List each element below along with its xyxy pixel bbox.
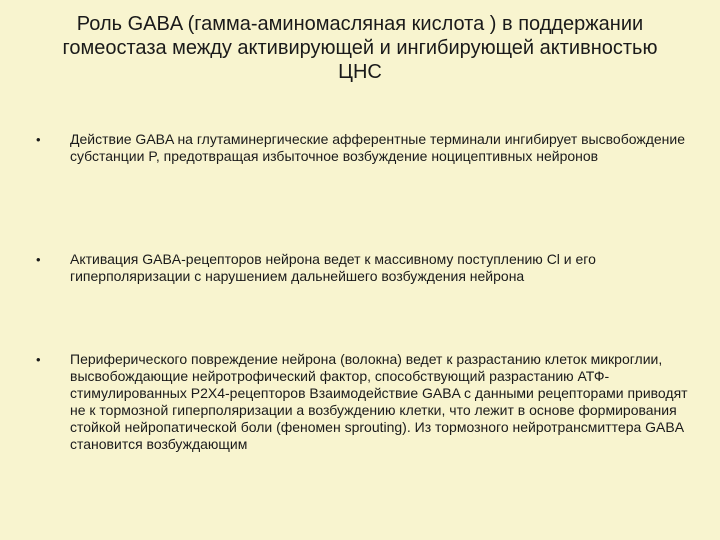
bullet-text: Действие GABA на глутаминергические афферентные терминали ингибирует высвобождение субстанции P, предотвращая избыточное возбуждение ноцицептивных нейронов: [70, 131, 685, 164]
bullet-marker: •: [36, 132, 41, 147]
bullet-marker: •: [36, 252, 41, 267]
bullet-text: Периферического повреждение нейрона (волокна) ведет к разрастанию клеток микроглии, высвобождающие нейротрофический фактор, способствующий разрастанию АТФ-стимулированных P2X4-рецепторов Взаимодействие GABA с данными рецепторами приводят не к тормозной гиперполяризации а возбуждению клетки, что лежит в основе формирования стойкой нейропатической боли (феномен sprouting). Из тормозного нейротрансмиттера GABA становится возбуждающим: [70, 351, 688, 452]
bullet-text: Активация GABA-рецепторов нейрона ведет к массивному поступлению Cl и его гиперполяризации с нарушением дальнейшего возбуждения нейрона: [70, 251, 596, 284]
bullet-marker: •: [36, 352, 41, 367]
slide-title: Роль GABA (гамма-аминомасляная кислота ) в поддержании гомеостаза между активирующей и ингибирующей активностью ЦНС: [62, 13, 658, 83]
